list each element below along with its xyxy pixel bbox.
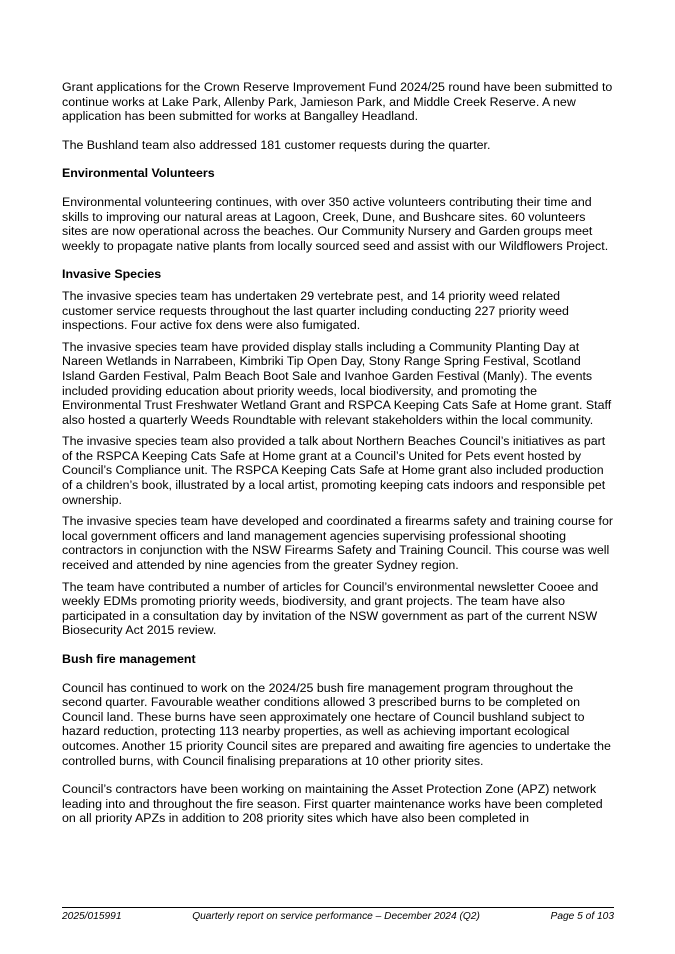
- paragraph-apz-maintenance: Council’s contractors have been working on maintaining the Asset Protection Zone (APZ) network leading into and throughout the fire season. First quarter maintenance works have been completed on all priority APZs in addition to 208 priority sites which have also been completed in: [62, 782, 603, 826]
- heading-invasive-species: Invasive Species: [62, 267, 162, 282]
- footer-reference: 2025/015991: [62, 911, 122, 922]
- paragraph-bushland-requests: The Bushland team also addressed 181 customer requests during the quarter.: [62, 137, 491, 152]
- paragraph-volunteering: Environmental volunteering continues, with over 350 active volunteers contributing their time and skills to improving our natural areas at Lagoon, Creek, Dune, and Bushcare sites. 60 volunteers sites are now operational across the beaches. Our Community Nursery and Garden groups meet weekly to propagate native plants from locally sourced seed and assist with our Wildflowers Project.: [62, 194, 609, 253]
- heading-environmental-volunteers: Environmental Volunteers: [62, 166, 215, 181]
- paragraph-firearms-course: The invasive species team have developed and coordinated a firearms safety and training course for local government officers and land management agencies supervising professional shooting contractors in conjunction with the NSW Firearms Safety and Training Council. This course was well received and attended by nine agencies from the greater Sydney region.: [62, 514, 614, 573]
- footer-title: Quarterly report on service performance – December 2024 (Q2): [192, 911, 480, 922]
- paragraph-display-stalls: The invasive species team have provided display stalls including a Community Planting Day at Nareen Wetlands in Narrabeen, Kimbriki Tip Open Day, Stony Range Spring Festival, Scotland Island Garden Festival, Palm Beach Boot Sale and Ivanhoe Garden Festival (Manly). The events included providing education about priority weeds, local biodiversity, and promoting the Environmental Trust Freshwater Wetland Grant and RSPCA Keeping Cats Safe at Home grant. Staff also hosted a quarterly Weeds Roundtable with relevant stakeholders within the local community.: [62, 339, 612, 427]
- paragraph-cats-talk: The invasive species team also provided a talk about Northern Beaches Council’s initiatives as part of the RSPCA Keeping Cats Safe at Home grant at a Council’s United for Pets event hosted by Council’s Compliance unit. The RSPCA Keeping Cats Safe at Home grant also included production of a children’s book, illustrated by a local artist, promoting keeping cats indoors and responsible pet ownership.: [62, 434, 606, 507]
- paragraph-prescribed-burns: Council has continued to work on the 2024/25 bush fire management program throughout the second quarter. Favourable weather conditions allowed 3 prescribed burns to be completed on Council land. These burns have seen approximately one hectare of Council bushland subject to hazard reduction, protecting 113 nearby properties, as well as achieving important ecological outcomes. Another 15 priority Council sites are prepared and awaiting fire agencies to undertake the controlled burns, with Council finalising preparations at 10 other priority sites.: [62, 680, 611, 768]
- paragraph-grant-applications: Grant applications for the Crown Reserve Improvement Fund 2024/25 round have been submitted to continue works at Lake Park, Allenby Park, Jamieson Park, and Middle Creek Reserve. A new application has been submitted for works at Bangalley Headland.: [62, 80, 613, 124]
- footer-page-number: Page 5 of 103: [550, 911, 614, 922]
- heading-bush-fire-management: Bush fire management: [62, 652, 196, 666]
- paragraph-newsletter-articles: The team have contributed a number of articles for Council’s environmental newsletter Cooee and weekly EDMs promoting priority weeds, biodiversity, and grant projects. The team have also participated in a consultation day by invitation of the NSW government as part of the current NSW Biosecurity Act 2015 review.: [62, 579, 599, 638]
- paragraph-invasive-requests: The invasive species team has undertaken 29 vertebrate pest, and 14 priority weed related customer service requests throughout the last quarter including conducting 227 priority weed inspections. Four active fox dens were also fumigated.: [62, 288, 569, 333]
- page-body: [62, 80, 614, 833]
- page-footer: [62, 907, 614, 922]
